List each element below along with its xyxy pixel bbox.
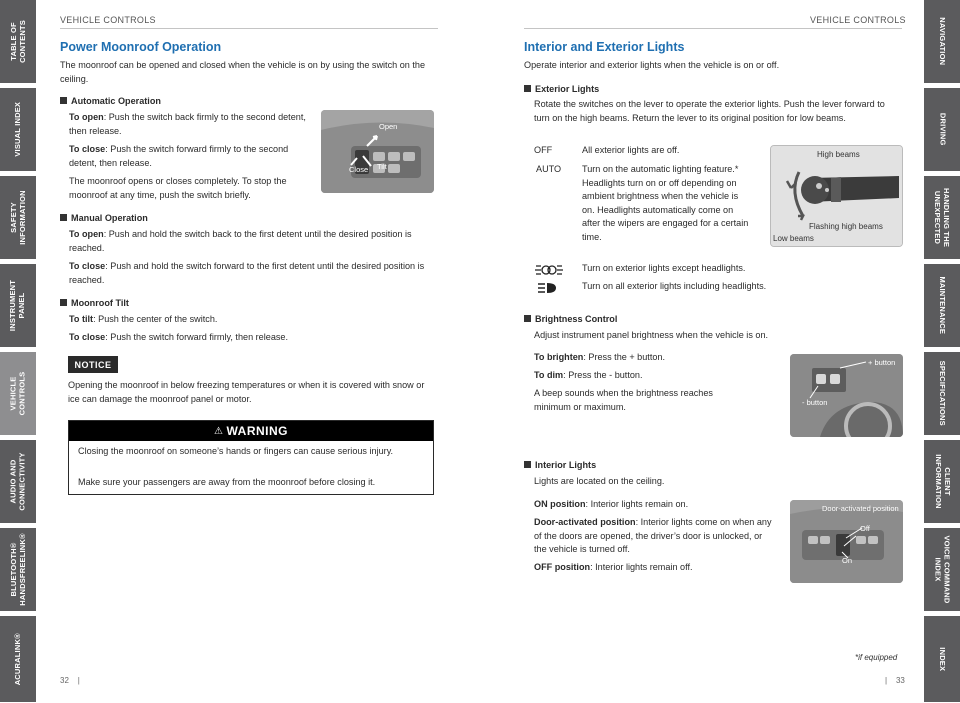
tab-navigation[interactable] [924,0,960,84]
page-number: 33 [895,676,905,685]
exterior-lights-heading [524,83,599,95]
label: Door-activated position [534,517,636,527]
auto-text: Turn on the automatic lighting feature.* Headlights turn on or off depending on ambient brightness when the vehicle is on. Headlights automatically come on after the wipers are engaged for a certain time. [582,164,749,242]
heading-text: Interior Lights [535,460,597,470]
tab-specifications[interactable] [924,352,960,436]
bullet-square-icon [60,299,67,306]
label: To brighten [534,352,584,362]
left-section-tabs [0,0,36,703]
tab-label: SPECIFICATIONS [938,360,948,427]
text: : Interior lights come on when any of the doors are opened, the driver’s door is unlocked, or the vehicle is turned off. [534,517,772,555]
manual-close-text [69,260,434,287]
tab-label: VEHICLE CONTROLS [8,371,26,416]
auto-close-text [69,143,309,170]
tab-acuralink[interactable] [0,616,36,703]
tab-audio-connectivity[interactable] [0,440,36,524]
headlight-lever-figure [770,145,903,247]
figure-label-door-activated: Door-activated position [822,504,899,513]
page-title: Power Moonroof Operation [60,40,222,54]
figure-label-open: Open [379,122,398,131]
beep-text: A beep sounds when the brightness reaches minimum or maximum. [534,388,713,412]
figure-label-minus-button: - button [802,398,828,407]
off-label: OFF [534,145,553,155]
left-page-header: VEHICLE CONTROLS [60,15,156,25]
text: : Push and hold the switch forward to the first detent until the desired position is reached. [69,261,425,285]
tab-client-information[interactable] [924,440,960,524]
moonroof-switch-figure [321,110,434,193]
warning-text-1: Closing the moonroof on someone’s hands or fingers can cause serious injury. [78,446,394,456]
right-page-number: | 33 [885,676,905,685]
tab-index[interactable] [924,616,960,703]
right-page-header: VEHICLE CONTROLS [810,15,906,25]
figure-label-flashing-high-beams: Flashing high beams [809,222,883,231]
tab-driving[interactable] [924,88,960,172]
tab-label: NAVIGATION [938,17,948,66]
heading-text: Moonroof Tilt [71,298,129,308]
text: : Press the - button. [563,370,643,380]
off-text: All exterior lights are off. [582,145,680,155]
text: : Push the switch back firmly to the second detent, then release. [69,112,306,136]
tab-label: VOICE COMMAND INDEX [934,535,952,604]
auto-stop-text: The moonroof opens or closes completely. To stop the moonroof at any time, push the switch briefly. [69,176,287,200]
tab-bluetooth-handsfreelink[interactable] [0,528,36,612]
text: : Push and hold the switch back to the first detent until the desired position is reached. [69,229,412,253]
warning-box [68,420,434,495]
headlight-lever-illustration [771,146,903,247]
label: To close [69,261,106,271]
off-position-text [534,561,774,575]
tab-label: CLIENT INFORMATION [934,454,952,509]
text: : Interior lights remain off. [590,562,693,572]
text: : Interior lights remain on. [585,499,689,509]
right-section-tabs [924,0,960,703]
text: : Push the switch forward firmly, then release. [105,332,289,342]
heading-text: Manual Operation [71,213,148,223]
label: To close [69,144,106,154]
tab-table-of-contents[interactable] [0,0,36,84]
label: To tilt [69,314,94,324]
warning-text-2: Make sure your passengers are away from the moonroof before closing it. [78,477,376,487]
warning-header [69,421,433,441]
door-position-text [534,516,774,557]
headlights-text: Turn on all exterior lights including headlights. [582,281,767,291]
label: ON position [534,499,586,509]
moonroof-tilt-heading [60,297,129,309]
page-title: Interior and Exterior Lights [524,40,685,54]
dim-text [534,369,774,383]
tab-label: DRIVING [938,113,948,146]
warning-triangle-icon: ⚠ [214,425,224,437]
text: : Press the + button. [583,352,665,362]
text: : Push the center of the switch. [93,314,218,324]
tab-label: BLUETOOTH® HANDSFREELINK® [8,533,26,606]
brightness-control-figure [790,354,903,437]
tab-instrument-panel[interactable] [0,264,36,348]
label: To open [69,229,104,239]
interior-lights-figure [790,500,903,583]
tab-label: INSTRUMENT PANEL [8,279,27,332]
notice-badge: NOTICE [68,356,118,373]
figure-label-off: Off [860,524,870,533]
automatic-operation-heading [60,95,161,107]
headlights-icon [538,281,558,293]
tab-voice-command-index[interactable] [924,528,960,612]
interior-lights-heading [524,459,596,471]
brighten-text [534,351,774,365]
heading-text: Automatic Operation [71,96,161,106]
manual-open-text [69,228,434,255]
intro-text: The moonroof can be opened and closed when the vehicle is on by using the switch on the ceiling. [60,60,425,84]
figure-label-plus-button: + button [868,358,896,367]
figure-label-tilt: Tilt [377,162,387,171]
intro-text: Operate interior and exterior lights when the vehicle is on or off. [524,60,780,70]
header-divider [524,28,902,29]
text: : Push the switch forward firmly to the second detent, then release. [69,144,289,168]
tilt-text [69,313,434,327]
bullet-square-icon [524,461,531,468]
interior-lights-text: Lights are located on the ceiling. [534,476,665,486]
figure-label-low-beams: Low beams [773,234,814,243]
manual-operation-heading [60,212,148,224]
auto-open-text [69,111,309,138]
bullet-square-icon [524,315,531,322]
label: To close [69,332,106,342]
label: To open [69,112,104,122]
header-divider [60,28,438,29]
on-position-text [534,498,774,512]
heading-text: Brightness Control [535,314,618,324]
figure-label-on: On [842,556,853,565]
moonroof-switch-illustration [321,110,434,193]
tilt-close-text [69,331,434,345]
footnote-if-equipped: *if equipped [855,653,898,662]
heading-text: Exterior Lights [535,84,600,94]
auto-label: AUTO [536,164,562,174]
left-page-number: 32 | [60,676,80,685]
tab-label: TABLE OF CONTENTS [8,20,27,63]
bullet-square-icon [60,214,67,221]
tab-vehicle-controls[interactable] [0,352,36,436]
tab-label: MAINTENANCE [938,276,948,335]
warning-label: WARNING [226,424,288,438]
tab-label: VISUAL INDEX [12,102,22,157]
figure-label-high-beams: High beams [817,150,860,159]
tab-visual-index[interactable] [0,88,36,172]
bullet-square-icon [60,97,67,104]
tab-maintenance[interactable] [924,264,960,348]
page-number: 32 [60,676,69,685]
tab-label: HANDLING THE UNEXPECTED [934,187,952,248]
notice-text: Opening the moonroof in below freezing temperatures or when it is covered with snow or ice can damage the moonroof panel or motor. [68,380,425,404]
tab-label: INDEX [938,647,948,671]
figure-label-close: Close [349,165,369,174]
parking-lights-text: Turn on exterior lights except headlights. [582,263,746,273]
tab-label: ACURALINK® [12,632,22,686]
brightness-text: Adjust instrument panel brightness when the vehicle is on. [534,330,769,340]
bullet-square-icon [524,85,531,92]
tab-handling-unexpected[interactable] [924,176,960,260]
tab-label: SAFETY INFORMATION [8,190,26,245]
tab-safety-information[interactable] [0,176,36,260]
parking-lights-icon [535,263,563,275]
tab-label: AUDIO AND CONNECTIVITY [8,452,26,511]
label: To dim [534,370,564,380]
brightness-control-heading [524,313,617,325]
exterior-lights-text: Rotate the switches on the lever to operate the exterior lights. Push the lever forward to turn on the high beams. Return the lever to its original position for low beams. [534,99,885,123]
label: OFF position [534,562,591,572]
